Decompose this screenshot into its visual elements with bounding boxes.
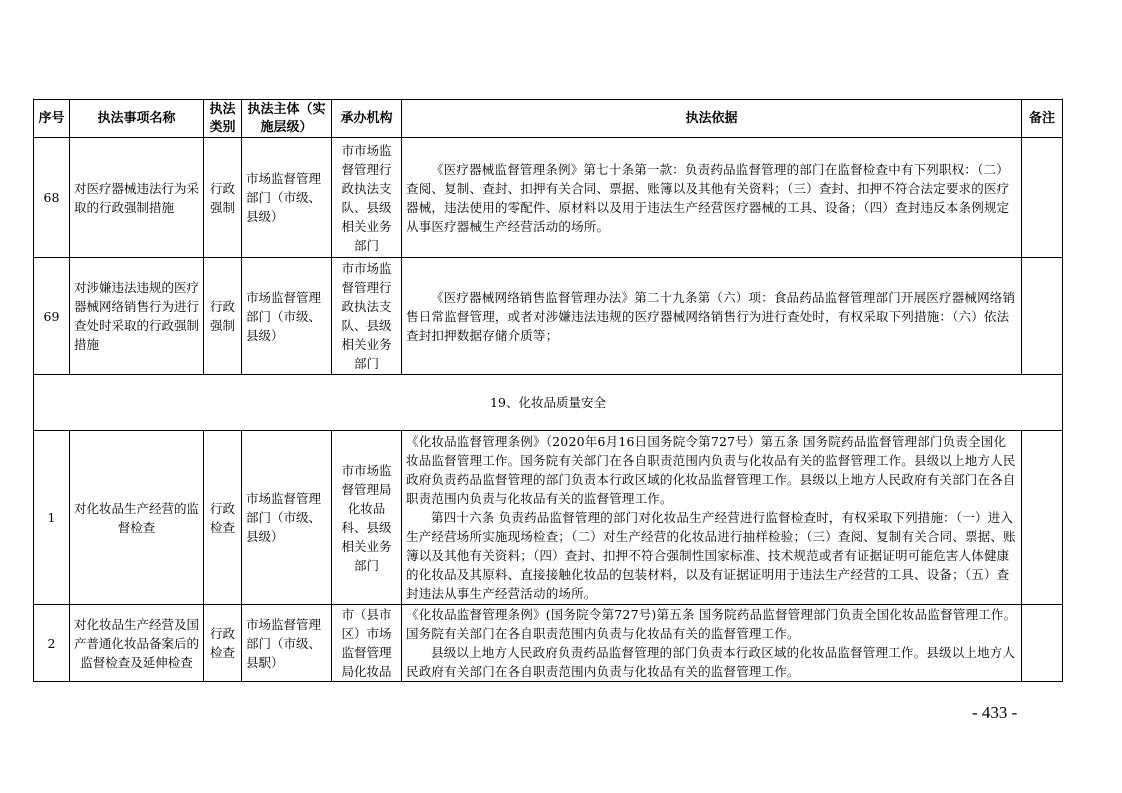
- note: [1022, 431, 1063, 605]
- basis-paragraph: 县级以上地方人民政府负责药品监督管理的部门负责本行政区域的化妆品监督管理工作。县级以上地方人民政府有关部门在各自职责范围内负责与化妆品有关的监督管理工作。: [406, 645, 1016, 679]
- row-number: 1: [34, 431, 70, 605]
- note: [1022, 605, 1063, 682]
- item-name: 对化妆品生产经营的监督检查: [70, 431, 204, 605]
- basis-paragraph: 第四十六条 负责药品监督管理的部门对化妆品生产经营进行监督检查时，有权采取下列措施：（一）进入生产经营场所实施现场检查；（二）对生产经营的化妆品进行抽样检验；（三）查阅、复制有关合同、票据、账簿以及其他有关资料；（四）查封、扣押不符合强制性国家标准、技术规范或者有证据证明可能危害人体健康的化妆品及其原料、直接接触化妆品的包装材料，以及有证据证明用于违法生产经营的工具、设备；（五）查封违法从事生产经营活动的场所。: [406, 510, 1016, 601]
- basis-paragraph: 《医疗器械监督管理条例》第七十条第一款：负责药品监督管理的部门在监督检查中有下列职权：（二）查阅、复制、查封、扣押有关合同、票据、账簿以及其他有关资料；（三）查封、扣押不符合法定要求的医疗器械，违法使用的零配件、原材料以及用于违法生产经营医疗器械的工具、设备；（四）查封违反本条例规定从事医疗器械生产经营活动的场所。: [406, 161, 1010, 234]
- enforcement-table: [33, 99, 1063, 682]
- note: [1022, 258, 1063, 375]
- basis-paragraph: 《化妆品监督管理条例》（2020年6月16日国务院令第727号）第五条 国务院药品监督管理部门负责全国化妆品监督管理工作。国务院有关部门在各自职责范围内负责与化妆品有关的监督管理工作。县级以上地方人民政府负责药品监督管理的部门负责本行政区域的化妆品监督管理工作。县级以上地方人民政府有关部门在各自职责范围内负责与化妆品有关的监督管理工作。: [406, 434, 1016, 506]
- legal-basis: [402, 138, 1022, 258]
- section-title: 19、化妆品质量安全: [34, 375, 1063, 431]
- subject: 市场监督管理部门（市级、县駅）: [242, 605, 332, 682]
- header-cell: 备注: [1022, 100, 1063, 138]
- header-cell: 执法主体（实施层级）: [242, 100, 332, 138]
- category: 行政检查: [204, 605, 242, 682]
- note: [1022, 138, 1063, 258]
- organization: 市（县市区）市场监督管理局化妆品: [332, 605, 402, 682]
- organization: 市市场监督管理行政执法支队、县级相关业务部门: [332, 258, 402, 375]
- legal-basis: [402, 258, 1022, 375]
- category: 行政强制: [204, 258, 242, 375]
- legal-basis: [402, 605, 1022, 682]
- item-name: 对医疗器械违法行为采取的行政强制措施: [70, 138, 204, 258]
- table-row: [34, 605, 1063, 682]
- header-cell: 执法事项名称: [70, 100, 204, 138]
- header-cell: 执法依据: [402, 100, 1022, 138]
- subject: 市场监督管理部门（市级、县级）: [242, 258, 332, 375]
- legal-basis: [402, 431, 1022, 605]
- header-cell: 序号: [34, 100, 70, 138]
- table-row: [34, 258, 1063, 375]
- basis-paragraph: 《医疗器械网络销售监督管理办法》第二十九条第（六）项：食品药品监督管理部门开展医疗器械网络销售日常监督管理，或者对涉嫌违法违规的医疗器械网络销售行为进行查处时，有权采取下列措施：（六）依法查封扣押数据存储介质等；: [406, 289, 1016, 343]
- row-number: 68: [34, 138, 70, 258]
- subject: 市场监督管理部门（市级、县级）: [242, 431, 332, 605]
- header-cell: 执法类别: [204, 100, 242, 138]
- category: 行政强制: [204, 138, 242, 258]
- header-cell: 承办机构: [332, 100, 402, 138]
- page-number: - 433 -: [972, 703, 1018, 722]
- row-number: 2: [34, 605, 70, 682]
- organization: 市市场监督管理局化妆品科、县级相关业务部门: [332, 431, 402, 605]
- subject: 市场监督管理部门（市级、县级）: [242, 138, 332, 258]
- item-name: 对涉嫌违法违规的医疗器械网络销售行为进行查处时采取的行政强制措施: [70, 258, 204, 375]
- category: 行政检查: [204, 431, 242, 605]
- item-name: 对化妆品生产经营及国产普通化妆品备案后的监督检查及延伸检查: [70, 605, 204, 682]
- header-row: [34, 100, 1063, 138]
- table-row: [34, 431, 1063, 605]
- organization: 市市场监督管理行政执法支队、县级相关业务部门: [332, 138, 402, 258]
- row-number: 69: [34, 258, 70, 375]
- basis-paragraph: 《化妆品监督管理条例》(国务院令第727号)第五条 国务院药品监督管理部门负责全国化妆品监督管理工作。国务院有关部门在各自职责范围内负责与化妆品有关的监督管理工作。: [406, 607, 1017, 641]
- section-row: [34, 375, 1063, 431]
- table-row: [34, 138, 1063, 258]
